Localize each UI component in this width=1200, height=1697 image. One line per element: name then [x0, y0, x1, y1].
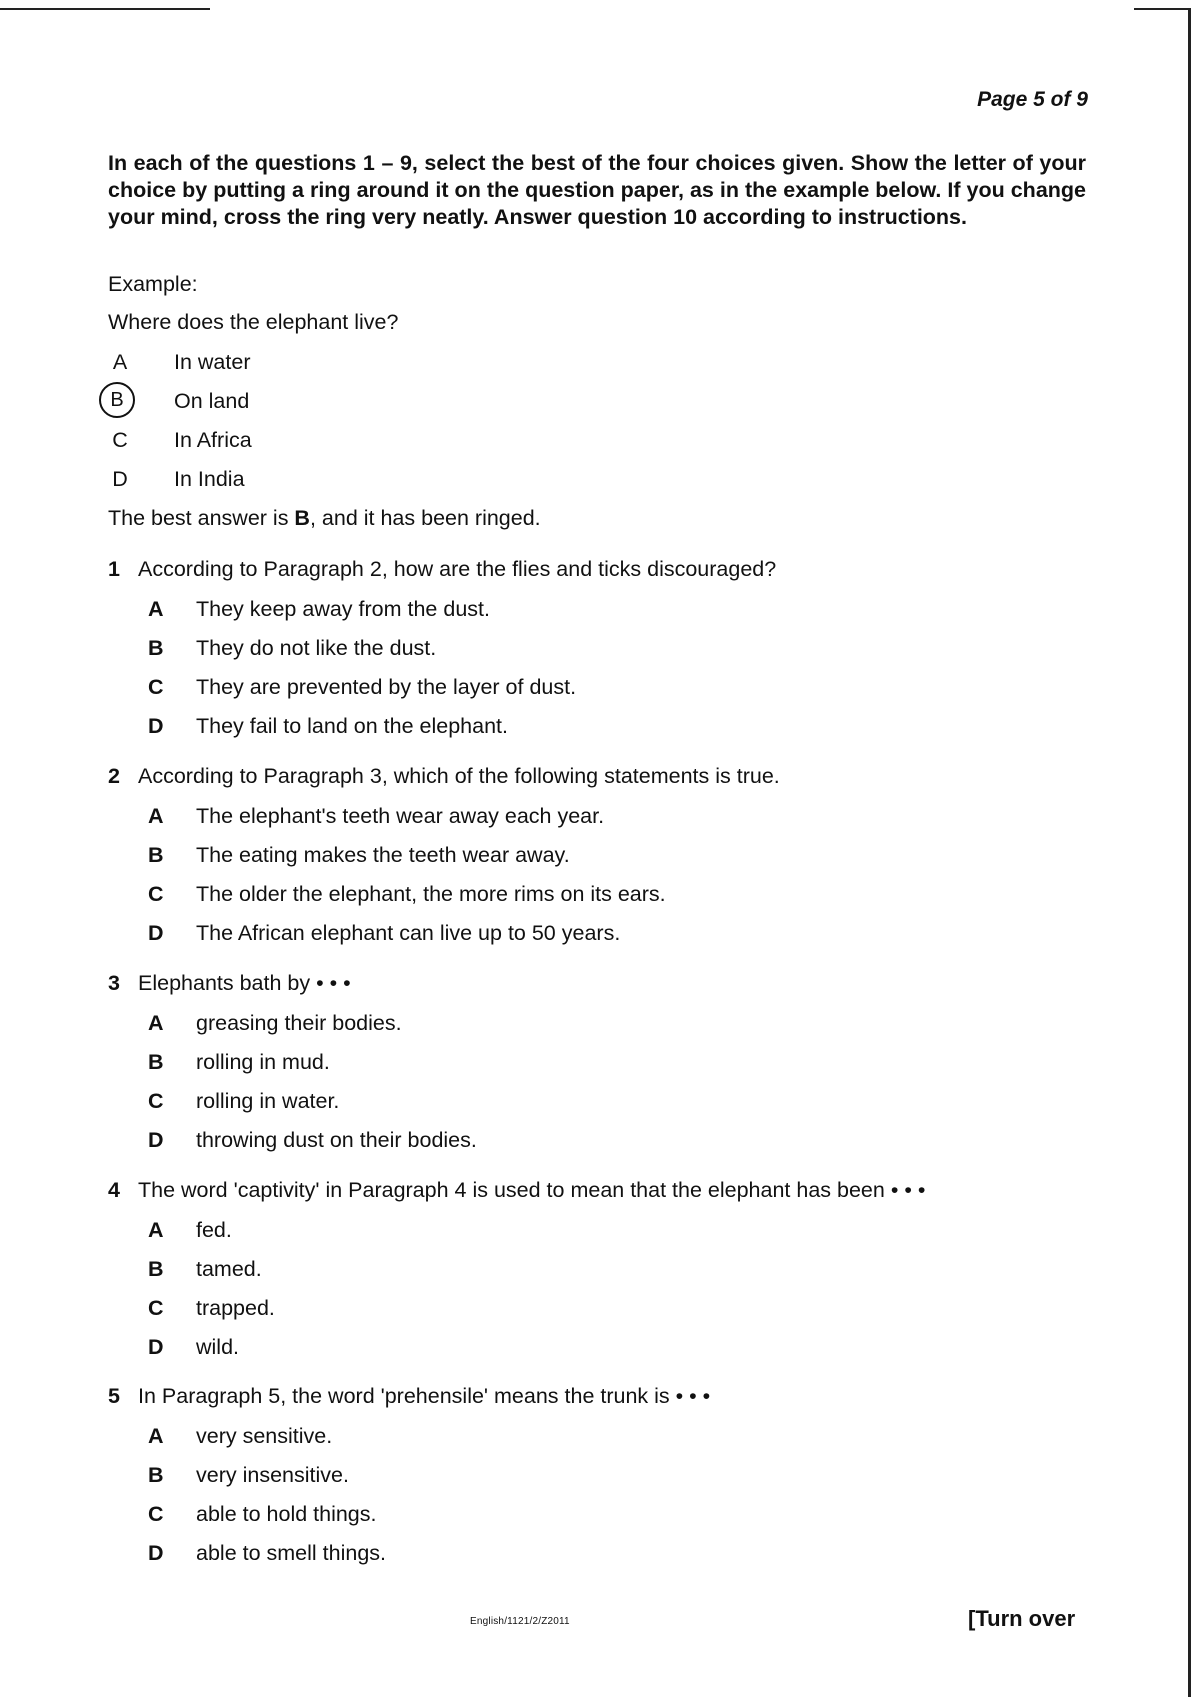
option-letter: B — [148, 636, 164, 660]
question-stem — [108, 557, 776, 582]
example-question: Where does the elephant live? — [108, 310, 399, 334]
question-number: 4 — [108, 1178, 120, 1202]
scan-border-right — [1188, 8, 1191, 1697]
question-text: According to Paragraph 3, which of the following statements is true. — [138, 764, 780, 788]
option-letter: D — [148, 1128, 164, 1152]
option-letter: A — [148, 1218, 164, 1242]
option-letter: A — [148, 1424, 164, 1448]
option-text: rolling in water. — [196, 1089, 340, 1113]
option-letter: C — [148, 1502, 164, 1526]
example-explanation — [108, 506, 541, 531]
option-text: They fail to land on the elephant. — [196, 714, 508, 738]
option-text: In India — [174, 467, 245, 491]
option-text: trapped. — [196, 1296, 275, 1320]
option-text: greasing their bodies. — [196, 1011, 402, 1035]
question-text: The word 'captivity' in Paragraph 4 is used to mean that the elephant has been • • • — [138, 1178, 926, 1202]
option-letter: B — [148, 1463, 164, 1487]
option-letter: C — [148, 882, 164, 906]
option-text: They are prevented by the layer of dust. — [196, 675, 577, 699]
page-number: Page 5 of 9 — [977, 88, 1088, 111]
question-number: 1 — [108, 557, 120, 581]
option-letter: D — [148, 714, 164, 738]
option-text: fed. — [196, 1218, 232, 1242]
question-number: 3 — [108, 971, 120, 995]
option-letter: B — [148, 1257, 164, 1281]
explanation-suffix: , and it has been ringed. — [309, 506, 541, 530]
option-text: They do not like the dust. — [196, 636, 437, 660]
example-label: Example: — [108, 272, 198, 296]
option-text: The African elephant can live up to 50 years. — [196, 921, 621, 945]
footer-paper-code: English/1121/2/Z2011 — [470, 1616, 570, 1627]
explanation-prefix: The best answer is — [108, 506, 295, 530]
question-stem — [108, 764, 780, 789]
option-letter: D — [148, 921, 164, 945]
option-letter: C — [148, 675, 164, 699]
option-letter: D — [148, 1541, 164, 1565]
question-stem — [108, 1384, 710, 1409]
option-text: throwing dust on their bodies. — [196, 1128, 477, 1152]
option-letter: C — [148, 1296, 164, 1320]
option-letter: A — [112, 350, 128, 374]
option-letter: D — [148, 1335, 164, 1359]
option-letter: D — [112, 467, 128, 491]
option-letter: C — [112, 428, 128, 452]
option-text: very sensitive. — [196, 1424, 333, 1448]
ringed-letter: B — [99, 382, 135, 418]
instructions-paragraph: In each of the questions 1 – 9, select the best of the four choices given. Show the letter of your choice by putting a ring around it on the question paper, as in the example below. If you change your mind, cross the ring very neatly. Answer question 10 according to instructions. — [108, 151, 1086, 229]
option-letter: C — [148, 1089, 164, 1113]
scan-border-top-left — [0, 8, 210, 10]
option-text: In water — [174, 350, 251, 374]
option-text: The eating makes the teeth wear away. — [196, 843, 570, 867]
option-letter: B — [148, 843, 164, 867]
option-letter: A — [148, 1011, 164, 1035]
option-text: very insensitive. — [196, 1463, 349, 1487]
scan-border-top-right — [1134, 8, 1190, 10]
option-text: wild. — [196, 1335, 240, 1359]
option-text: They keep away from the dust. — [196, 597, 490, 621]
option-text: rolling in mud. — [196, 1050, 330, 1074]
option-text: On land — [174, 389, 250, 413]
question-text: In Paragraph 5, the word 'prehensile' means the trunk is • • • — [138, 1384, 711, 1408]
option-letter: A — [148, 804, 164, 828]
explanation-letter: B — [294, 506, 310, 530]
option-letter: B — [148, 1050, 164, 1074]
question-number: 2 — [108, 764, 120, 788]
turn-over-label: [Turn over — [968, 1606, 1076, 1631]
question-text: Elephants bath by • • • — [138, 971, 351, 995]
option-text: The older the elephant, the more rims on its ears. — [196, 882, 666, 906]
option-text: able to hold things. — [196, 1502, 377, 1526]
question-text: According to Paragraph 2, how are the flies and ticks discouraged? — [138, 557, 777, 581]
option-text: The elephant's teeth wear away each year. — [196, 804, 605, 828]
question-stem — [108, 1178, 925, 1203]
option-letter: A — [148, 597, 164, 621]
option-text: able to smell things. — [196, 1541, 387, 1565]
option-text: In Africa — [174, 428, 252, 452]
question-number: 5 — [108, 1384, 120, 1408]
question-stem — [108, 971, 351, 996]
option-text: tamed. — [196, 1257, 262, 1281]
